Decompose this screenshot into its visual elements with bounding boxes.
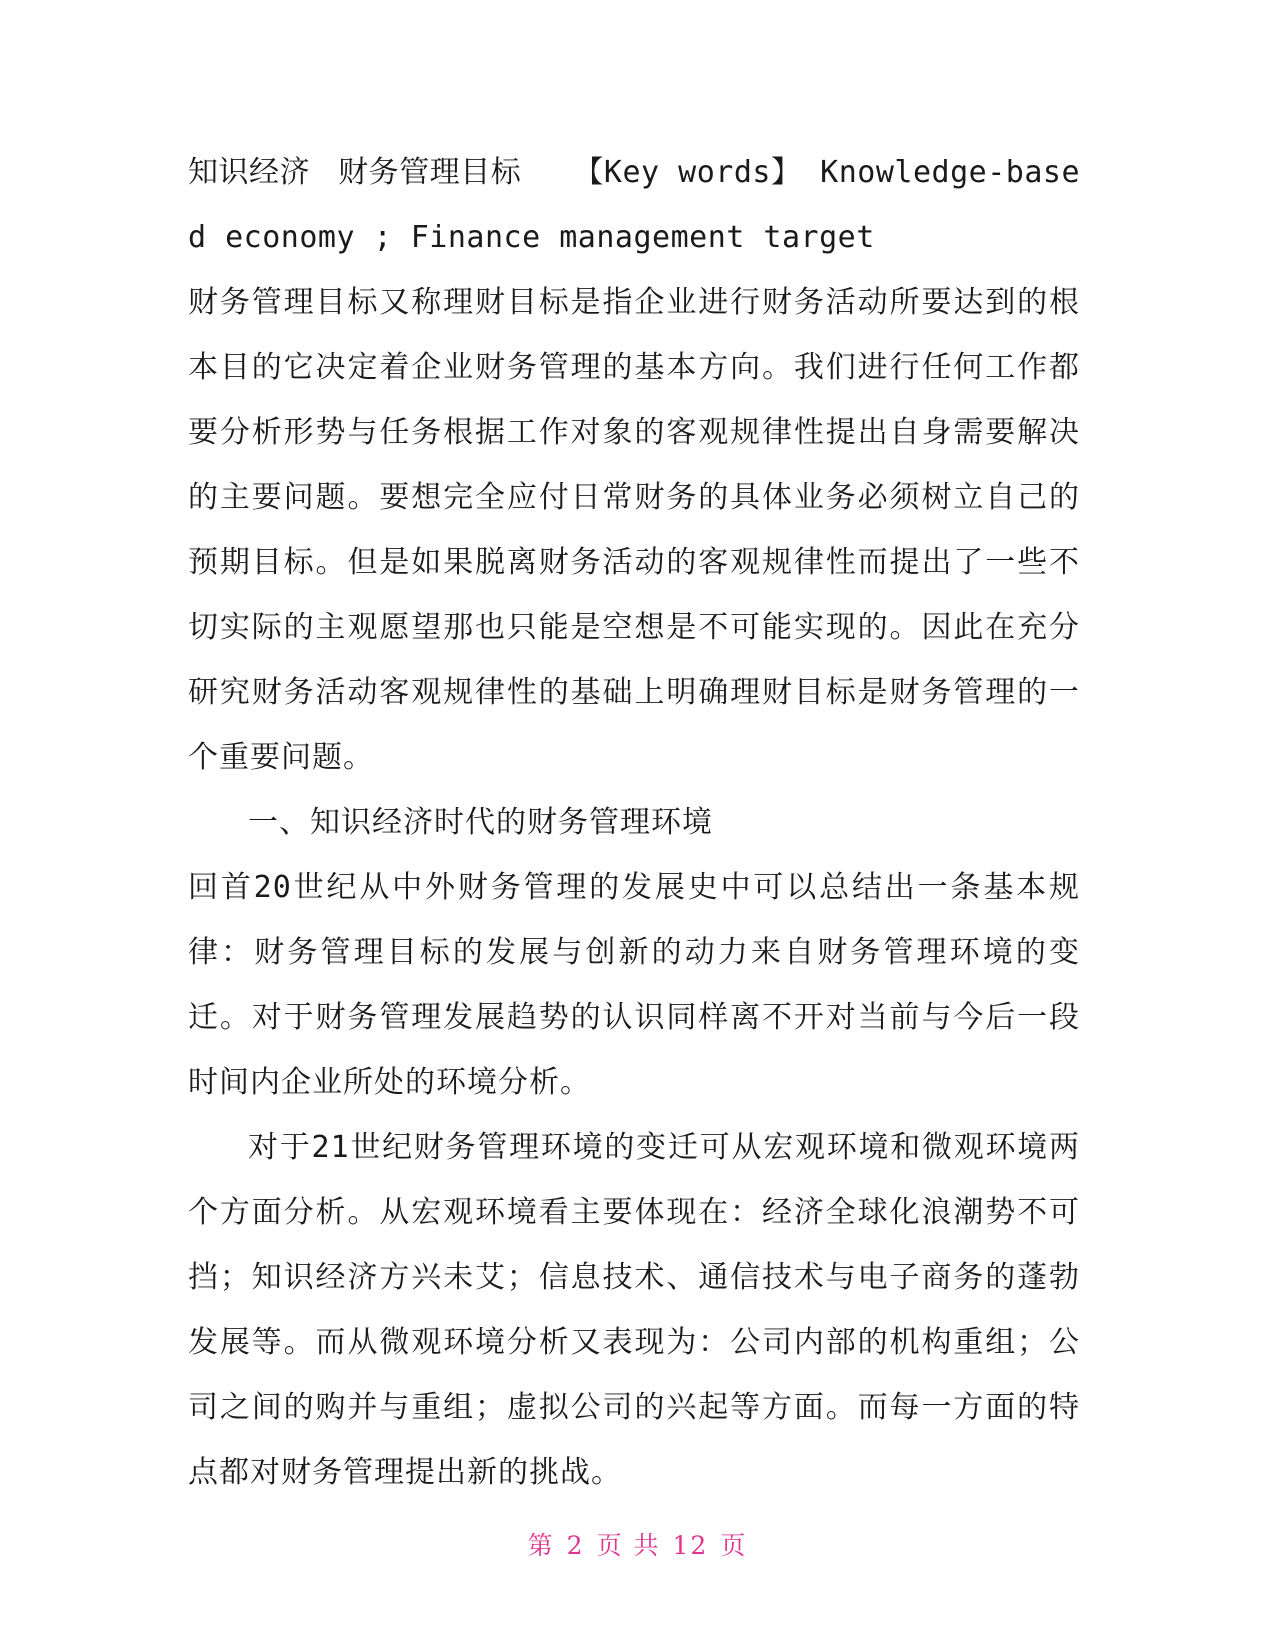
footer-suffix: 页 — [720, 1531, 748, 1560]
section-paragraph-2: 对于21世纪财务管理环境的变迁可从宏观环境和微观环境两个方面分析。从宏观环境看主要体现在：经济全球化浪潮势不可挡；知识经济方兴未艾；信息技术、通信技术与电子商务的蓬勃发展等。而从微观环境分析又表现为：公司内部的机构重组；公司之间的购并与重组；虚拟公司的兴起等方面。而每一方面的特点都对财务管理提出新的挑战。 — [188, 1130, 1080, 1490]
section-heading: 一、知识经济时代的财务管理环境 — [248, 805, 713, 840]
footer-prefix: 第 — [527, 1531, 555, 1560]
footer-current-page: 2 — [566, 1531, 585, 1560]
footer-middle: 页 共 — [596, 1531, 661, 1560]
document-body — [188, 140, 1080, 1505]
keyword-en-2: Finance management target — [410, 220, 875, 255]
keyword-cn-1: 知识经济 — [188, 155, 311, 190]
footer-total-pages: 12 — [672, 1531, 709, 1560]
keywords-en-label: 【Key words】 — [573, 155, 802, 190]
keywords-line — [188, 140, 1080, 270]
page-footer — [0, 1526, 1275, 1562]
keyword-cn-2: 财务管理目标 — [338, 155, 522, 190]
keyword-en-1: Knowledge-based economy ; — [188, 155, 1081, 255]
intro-paragraph: 财务管理目标又称理财目标是指企业进行财务活动所要达到的根本目的它决定着企业财务管理的基本方向。我们进行任何工作都要分析形势与任务根据工作对象的客观规律性提出自身需要解决的主要问题。要想完全应付日常财务的具体业务必须树立自己的预期目标。但是如果脱离财务活动的客观规律性而提出了一些不切实际的主观愿望那也只能是空想是不可能实现的。因此在充分研究财务活动客观规律性的基础上明确理财目标是财务管理的一个重要问题。 — [188, 285, 1080, 775]
section-paragraph-1: 回首20世纪从中外财务管理的发展史中可以总结出一条基本规律：财务管理目标的发展与创新的动力来自财务管理环境的变迁。对于财务管理发展趋势的认识同样离不开对当前与今后一段时间内企业所处的环境分析。 — [188, 870, 1080, 1100]
